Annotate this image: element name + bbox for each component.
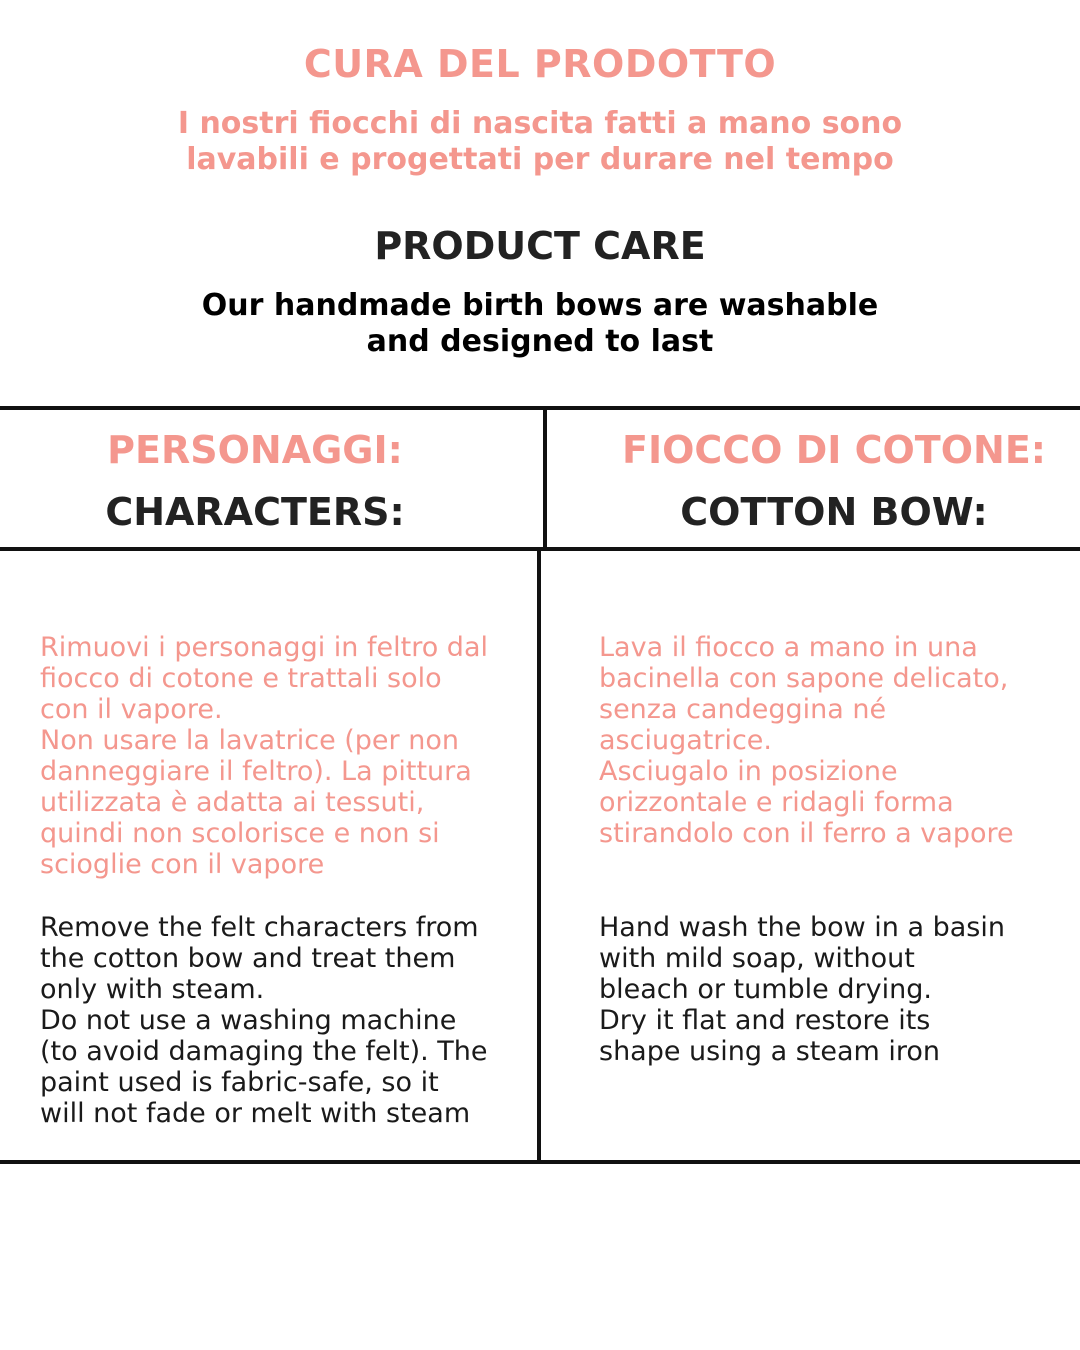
english-subtitle: Our handmade birth bows are washable and designed to last: [201, 288, 879, 359]
cotton-bow-heading-italian: FIOCCO DI COTONE:: [622, 428, 1046, 472]
characters-care-english: Remove the felt characters from the cotton bow and treat them only with steam. Do not use a washing machine (to avoid damaging the felt). The paint used is fabric-safe, so it will not fade or melt with steam: [40, 912, 488, 1129]
cotton-bow-care-english: Hand wash the bow in a basin with mild soap, without bleach or tumble drying. Dry it flat and restore its shape using a steam iron: [599, 912, 1005, 1067]
cotton-bow-care-italian: Lava il fiocco a mano in una bacinella con sapone delicato, senza candeggina né asciugatrice. Asciugalo in posizione orizzontale e ridagli forma stirandolo con il ferro a vapore: [599, 632, 1014, 849]
cotton-bow-heading-english: COTTON BOW:: [680, 490, 988, 534]
english-title: PRODUCT CARE: [374, 224, 706, 268]
table-top-rule: [0, 406, 1080, 410]
table-header-divider: [543, 406, 547, 551]
italian-title: CURA DEL PRODOTTO: [303, 42, 777, 86]
characters-care-italian: Rimuovi i personaggi in feltro dal fiocco di cotone e trattali solo con il vapore. Non usare la lavatrice (per non danneggiare il feltro). La pittura utilizzata è adatta ai tessuti, quindi non scolorisce e non si scioglie con il vapore: [40, 632, 488, 880]
characters-heading-english: CHARACTERS:: [105, 490, 405, 534]
italian-subtitle: I nostri fiocchi di nascita fatti a mano sono lavabili e progettati per durare nel tempo: [177, 106, 903, 177]
characters-heading-italian: PERSONAGGI:: [107, 428, 403, 472]
table-body-divider: [537, 547, 541, 1164]
